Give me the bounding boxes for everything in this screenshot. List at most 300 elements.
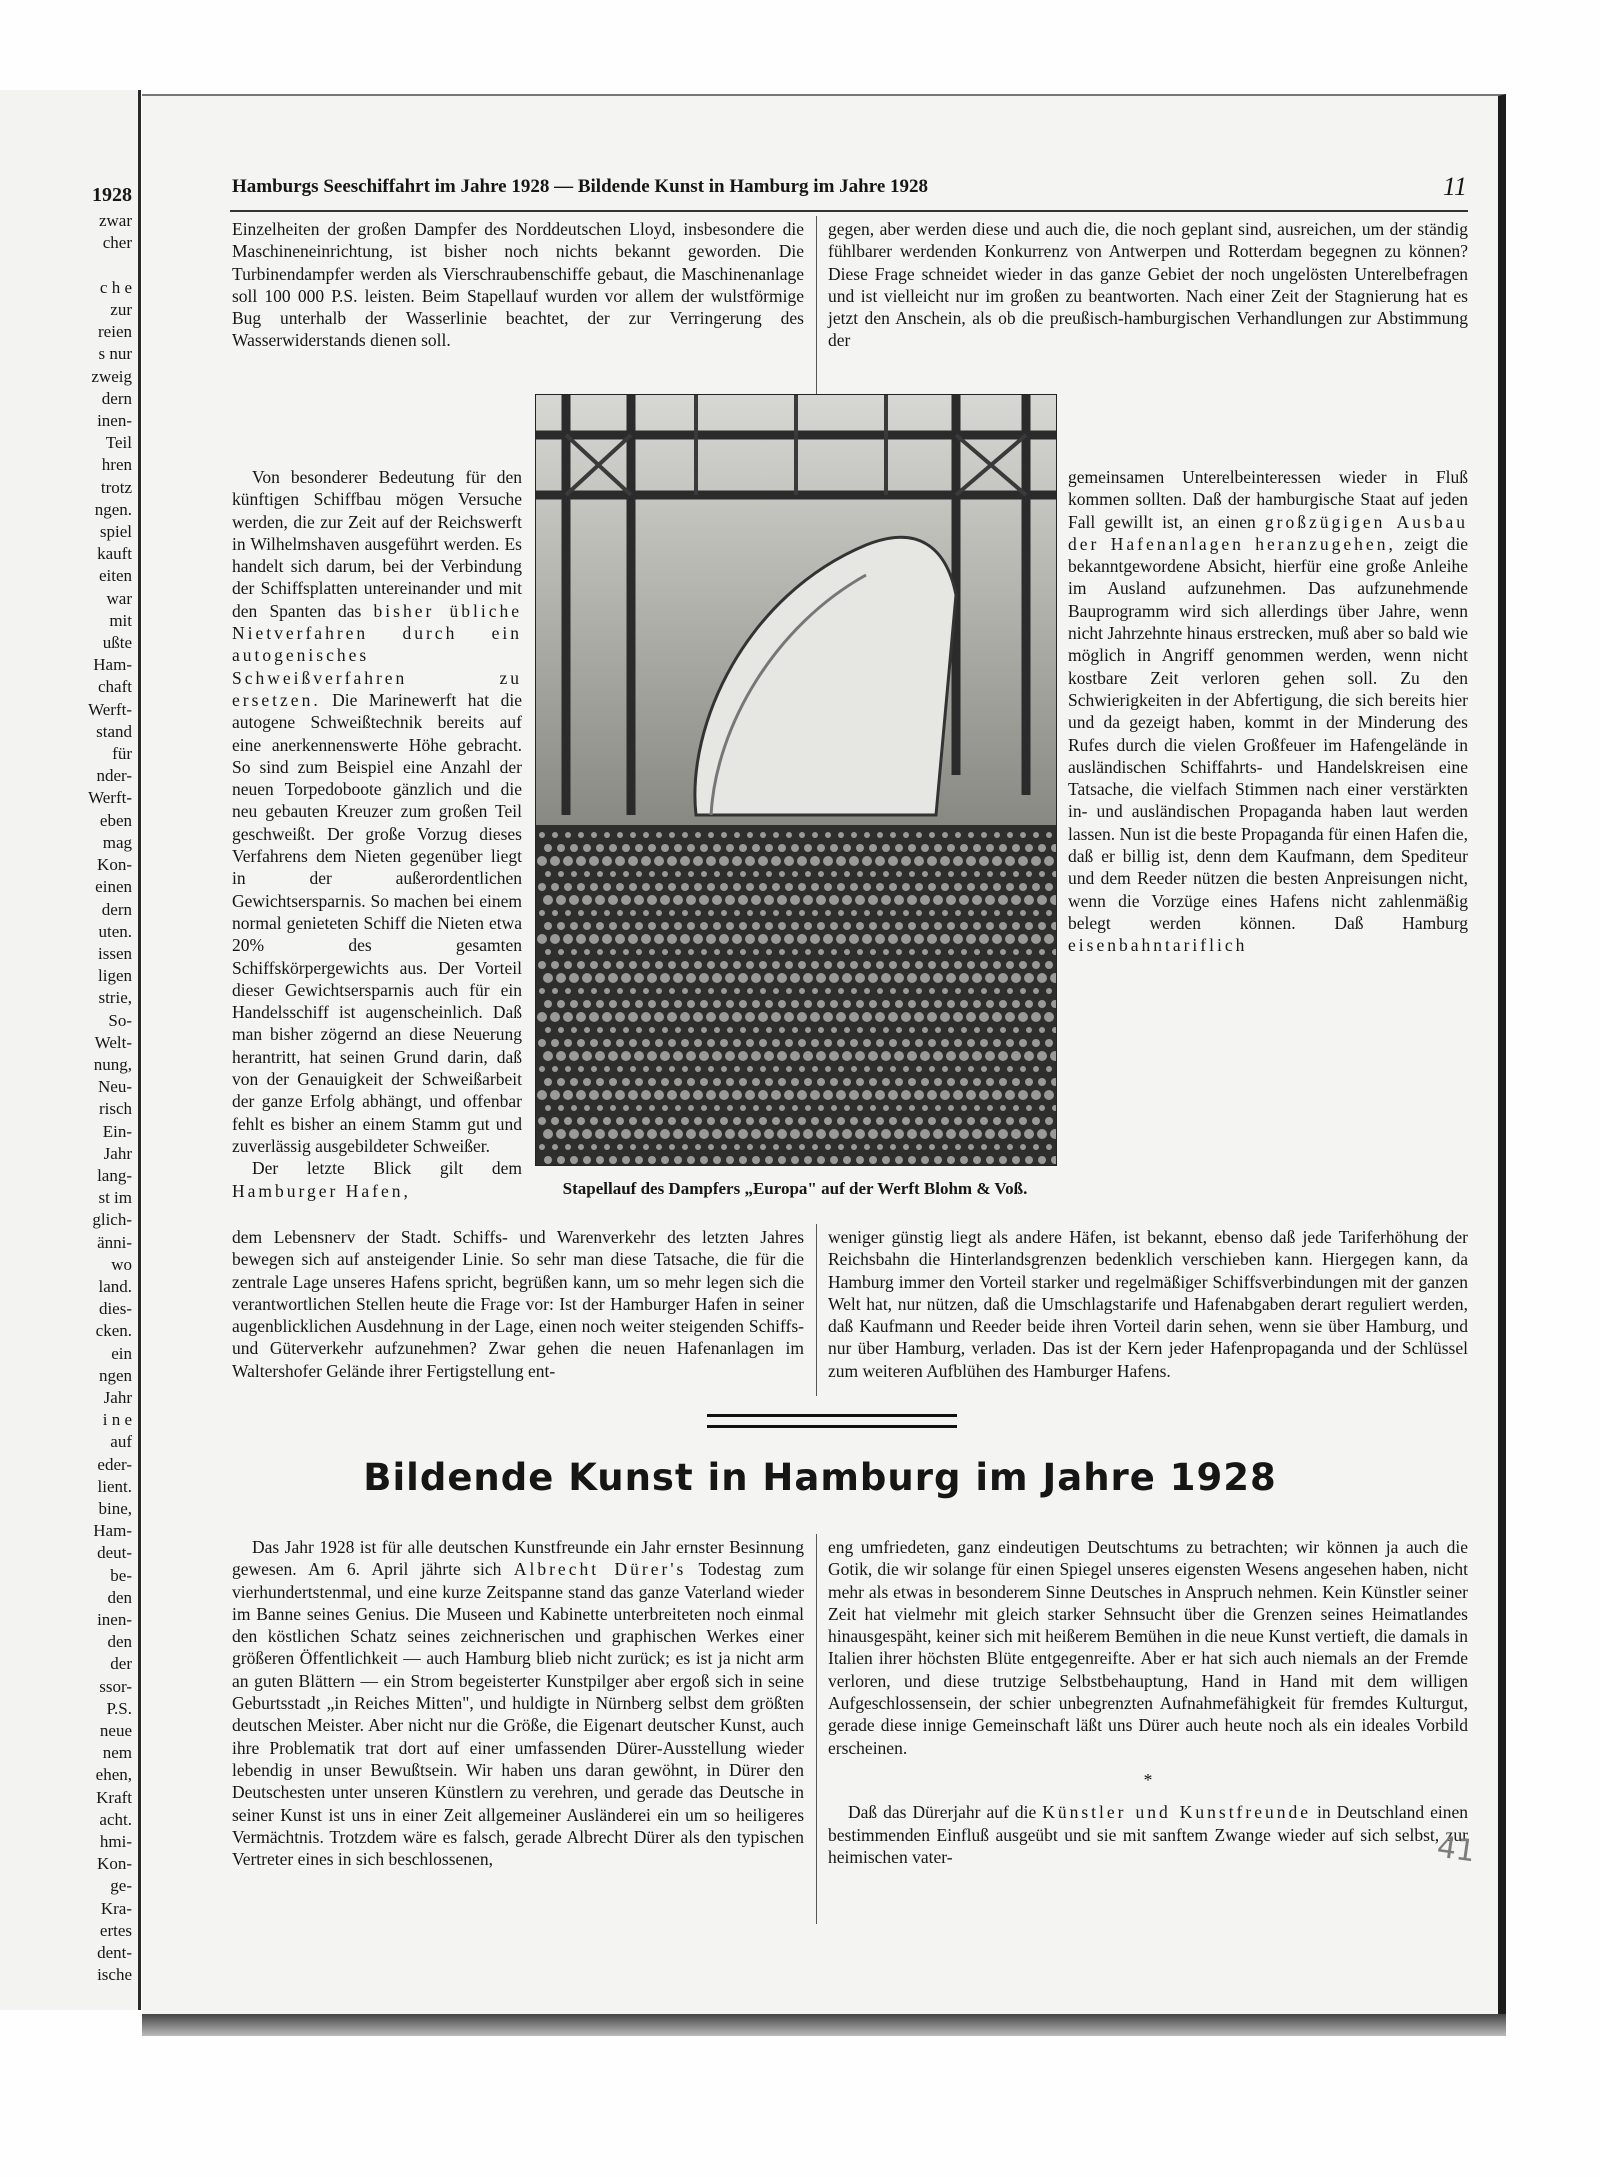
crowd-dot <box>708 988 714 994</box>
crowd-dot <box>635 1156 643 1164</box>
previous-page-line: hren <box>101 455 132 475</box>
crowd-dot <box>967 1039 975 1047</box>
crowd-dot <box>556 973 566 983</box>
page-edge-shadow <box>142 2014 1506 2036</box>
crowd-dot <box>968 1144 974 1150</box>
previous-page-line: mit <box>109 610 132 630</box>
crowd-dot <box>595 1051 605 1061</box>
crowd-dot <box>823 934 833 944</box>
crowd-dot <box>706 934 716 944</box>
crowd-dot <box>552 1144 558 1150</box>
crowd-dot <box>817 1078 825 1086</box>
crowd-dot <box>942 832 948 838</box>
crowd-dot <box>825 1066 831 1072</box>
emphasis-hamburger-hafen: Hamburger Hafen, <box>232 1180 411 1201</box>
crowd-dot <box>773 910 779 916</box>
crowd-dot <box>972 1129 982 1139</box>
crowd-dot <box>602 1090 612 1100</box>
crowd-dot <box>838 1144 844 1150</box>
crowd-dot <box>914 1090 924 1100</box>
crowd-dot <box>799 1144 805 1150</box>
crowd-dot <box>959 973 969 983</box>
crowd-dot <box>805 949 811 955</box>
crowd-dot <box>908 1000 916 1008</box>
previous-page-line: Neu- <box>98 1077 132 1097</box>
crowd-dot <box>558 949 564 955</box>
article2-right-column: eng umfriedeten, ganz eindeutigen Deutschtums zu betrachten; wir können ja auch die Gotik, die wir solange für einen Spiegel unseres eigensten Wesens angesehen haben, nicht mehr als etwas in besonderem Sinne Deutsches in Anspruch nehmen. Kein Künstler seiner Zeit hat vielmehr mit gleich starker Sehnsucht über die Grenzen seines Heimatlandes hinausgespäht, keiner sich mit heißerem Bemühen in die neue Kunst vertieft, die damals in Italien ihrer höchsten Blüte entgegenreifte. Aber er hat sich auch niemals an der Fremde verloren, und diese trutzige Selbstbehauptung, Hand in Hand mit dem willigen Aufgeschlossensein, der schier unbegrenzten Aufnahmefähigkeit für fremdes Kulturgut, gerade diese innige Gemeinschaft läßt uns Dürer auch heute noch als ein ideales Vorbild erscheinen. * Daß das Dürerjahr auf die Künstler und Kunstfreunde in Deutschland einen bestimmenden Einfluß ausgeübt und sie mit sanftem Zwange wieder auf sich selbst, zur heimischen vater- <box>828 1537 1468 1867</box>
crowd-dot <box>623 871 629 877</box>
crowd-dot <box>669 1066 675 1072</box>
previous-page-line: acht. <box>99 1809 132 1829</box>
crowd-dot <box>545 871 551 877</box>
crowd-dot <box>888 856 898 866</box>
previous-page-line: deut- <box>97 1543 132 1563</box>
crowd-dot <box>773 1066 779 1072</box>
crowd-dot <box>603 1039 611 1047</box>
crowd-dot <box>799 988 805 994</box>
crowd-dot <box>870 1105 876 1111</box>
previous-page-line: den <box>107 1632 132 1652</box>
crowd-dot <box>960 844 968 852</box>
crowd-dot <box>1046 910 1052 916</box>
crowd-dot <box>544 844 552 852</box>
crowd-dot <box>915 1039 923 1047</box>
crowd-dot <box>973 844 981 852</box>
crowd-dot <box>791 1000 799 1008</box>
crowd-dot <box>790 1051 800 1061</box>
crowd-dot <box>589 1012 599 1022</box>
crowd-dot <box>577 883 585 891</box>
crowd-dot <box>551 1039 559 1047</box>
previous-page-line: i n e <box>102 1410 132 1430</box>
crowd-dot <box>850 883 858 891</box>
crowd-dot <box>681 961 689 969</box>
crowd-dot <box>734 1144 740 1150</box>
crowd-dot <box>772 883 780 891</box>
crowd-dot <box>955 910 961 916</box>
crowd-dot <box>805 1027 811 1033</box>
crowd-dot <box>987 871 993 877</box>
crowd-dot <box>726 1156 734 1164</box>
crowd-dot <box>981 1066 987 1072</box>
crowd-dot <box>812 910 818 916</box>
crowd-dot <box>725 973 735 983</box>
crowd-dot <box>1013 949 1019 955</box>
crowd-dot <box>557 1000 565 1008</box>
crowd-dot <box>851 1066 857 1072</box>
crowd-dot <box>552 988 558 994</box>
crowd-dot <box>836 856 846 866</box>
crowd-dot <box>565 988 571 994</box>
crowd-dot <box>758 1012 768 1022</box>
crowd-dot <box>713 1078 721 1086</box>
crowd-dot <box>1039 1105 1045 1111</box>
crowd-dot <box>916 1066 922 1072</box>
crowd-dot <box>752 922 760 930</box>
crowd-dot <box>973 1000 981 1008</box>
crowd-dot <box>843 922 851 930</box>
crowd-dot <box>1005 856 1015 866</box>
crowd-dot <box>734 988 740 994</box>
crowd-dot <box>635 1078 643 1086</box>
crowd-dot <box>544 1078 552 1086</box>
crowd-dot <box>896 871 902 877</box>
crowd-dot <box>732 856 742 866</box>
crowd-dot <box>621 1129 631 1139</box>
crowd-dot <box>792 1105 798 1111</box>
crowd-dot <box>877 910 883 916</box>
crowd-dot <box>981 832 987 838</box>
crowd-dot <box>565 910 571 916</box>
emphasis-eisenbahntariflich: eisenbahntariflich <box>1068 935 1248 956</box>
crowd-dot <box>985 973 995 983</box>
crowd-dot <box>824 1117 832 1125</box>
crowd-dot <box>661 1156 669 1164</box>
crowd-dot <box>552 910 558 916</box>
crowd-dot <box>681 1039 689 1047</box>
crowd-dot <box>980 883 988 891</box>
crowd-dot <box>992 1012 1002 1022</box>
crowd-dot <box>785 883 793 891</box>
crowd-dot <box>903 1144 909 1150</box>
crowd-dot <box>543 1051 553 1061</box>
crowd-dot <box>850 1117 858 1125</box>
crowd-dot <box>628 934 638 944</box>
crowd-dot <box>660 1051 670 1061</box>
crowd-dot <box>628 856 638 866</box>
crowd-dot <box>773 832 779 838</box>
crowd-dot <box>654 856 664 866</box>
emphasis-albrecht-duerer: Albrecht Dürer's <box>513 1559 687 1580</box>
crowd-dot <box>673 1051 683 1061</box>
crowd-dot <box>720 1117 728 1125</box>
crowd-dot <box>1025 922 1033 930</box>
crowd-dot <box>739 1078 747 1086</box>
crowd-dot <box>947 1000 955 1008</box>
crowd-dot <box>1007 910 1013 916</box>
crowd-dot <box>714 949 720 955</box>
crowd-dot <box>1044 1090 1054 1100</box>
crowd-dot <box>539 1144 545 1150</box>
crowd-dot <box>609 1000 617 1008</box>
crowd-dot <box>569 973 579 983</box>
crowd-dot <box>634 1051 644 1061</box>
crowd-dot <box>674 1078 682 1086</box>
crowd-dot <box>999 922 1007 930</box>
crowd-dot <box>855 1129 865 1139</box>
crowd-dot <box>903 832 909 838</box>
crowd-dot <box>571 871 577 877</box>
crowd-dot <box>908 922 916 930</box>
crowd-dot <box>903 988 909 994</box>
crowd-dot <box>642 1117 650 1125</box>
crowd-dot <box>863 1117 871 1125</box>
previous-page-strip <box>0 90 141 2010</box>
previous-page-line: ertes <box>99 1920 132 1940</box>
crowd-dot <box>940 1090 950 1100</box>
crowd-dot <box>818 871 824 877</box>
crowd-dot <box>583 1156 591 1164</box>
crowd-dot <box>882 1156 890 1164</box>
crowd-dot <box>634 1129 644 1139</box>
crowd-dot <box>661 1078 669 1086</box>
crowd-dot <box>720 1039 728 1047</box>
crowd-dot <box>688 871 694 877</box>
crowd-dot <box>1045 1117 1053 1125</box>
crowd-dot <box>617 988 623 994</box>
crowd-dot <box>714 1105 720 1111</box>
emphasis-kuenstler: Künstler und Kunstfreunde <box>1042 1802 1312 1823</box>
crowd-dot <box>753 1105 759 1111</box>
crowd-dot <box>798 1039 806 1047</box>
crowd-dot <box>1032 961 1040 969</box>
crowd-dot <box>602 1012 612 1022</box>
crowd-dot <box>842 895 852 905</box>
crowd-dot <box>895 844 903 852</box>
crowd-dot <box>894 1129 904 1139</box>
crowd-dot <box>764 895 774 905</box>
crowd-dot <box>752 844 760 852</box>
crowd-dot <box>792 1027 798 1033</box>
crowd-dot <box>610 1027 616 1033</box>
crowd-dot <box>838 832 844 838</box>
crowd-dot <box>908 844 916 852</box>
crowd-dot <box>843 1156 851 1164</box>
crowd-dot <box>693 934 703 944</box>
crowd-dot <box>707 961 715 969</box>
crowd-dot <box>869 1078 877 1086</box>
previous-page-line: strie, <box>98 988 132 1008</box>
crowd-dot <box>630 1144 636 1150</box>
crowd-dot <box>857 949 863 955</box>
crowd-dot <box>675 871 681 877</box>
crowd-dot <box>583 844 591 852</box>
crowd-dot <box>571 1105 577 1111</box>
crowd-dot <box>564 961 572 969</box>
crowd-dot <box>810 856 820 866</box>
crowd-dot <box>680 856 690 866</box>
crowd-dot <box>993 1117 1001 1125</box>
crowd-dot <box>889 1039 897 1047</box>
crowd-dot <box>550 1012 560 1022</box>
crowd-dot <box>604 1066 610 1072</box>
crowd-dot <box>883 1105 889 1111</box>
column-divider <box>816 1534 817 1924</box>
crowd-dot <box>786 1066 792 1072</box>
crowd-dot <box>909 1105 915 1111</box>
crowd-dot <box>610 1105 616 1111</box>
crowd-dot <box>589 856 599 866</box>
crowd-dot <box>1000 1105 1006 1111</box>
crowd-dot <box>699 1051 709 1061</box>
crowd-dot <box>862 934 872 944</box>
crowd-dot <box>968 832 974 838</box>
crowd-dot <box>752 1078 760 1086</box>
crowd-dot <box>577 961 585 969</box>
crowd-dot <box>961 1105 967 1111</box>
crowd-dot <box>1038 844 1046 852</box>
crowd-dot <box>539 832 545 838</box>
crowd-dot <box>921 844 929 852</box>
crowd-dot <box>1011 1129 1021 1139</box>
previous-page-line: stand <box>96 721 132 741</box>
crowd-dot <box>947 1078 955 1086</box>
crowd-dot <box>682 1144 688 1150</box>
crowd-dot <box>695 910 701 916</box>
crowd-dot <box>740 1105 746 1111</box>
previous-page-line: inen- <box>97 411 132 431</box>
crowd-dot <box>798 1117 806 1125</box>
crowd-dot <box>668 1039 676 1047</box>
crowd-dot <box>707 1117 715 1125</box>
crowd-dot <box>791 844 799 852</box>
crowd-dot <box>713 1000 721 1008</box>
crowd-dot <box>738 1051 748 1061</box>
crowd-dot <box>790 895 800 905</box>
crowd-dot <box>868 1051 878 1061</box>
crowd-dot <box>643 1066 649 1072</box>
crowd-dot <box>719 856 729 866</box>
crowd-dot <box>868 895 878 905</box>
crowd-dot <box>701 871 707 877</box>
crowd-dot <box>538 1039 546 1047</box>
crowd-dot <box>804 1156 812 1164</box>
crowd-dot <box>786 910 792 916</box>
previous-page-line: s nur <box>98 344 132 364</box>
crowd-dot <box>935 949 941 955</box>
crowd-dot <box>993 961 1001 969</box>
crowd-dot <box>537 1090 547 1100</box>
crowd-dot <box>738 1129 748 1139</box>
crowd-dot <box>941 1117 949 1125</box>
crowd-dot <box>537 856 547 866</box>
article1-top-right: gegen, aber werden diese und auch die, die noch geplant sind, ausreichen, um der ständig fühlbarer werdenden Konkurrenz von Antwerpen und Rotterdam begegnen zu können? Diese Frage schneidet wieder in das ganze Gebiet der noch ungelösten Unterelbefragen und ist vielleicht nur im großen zu beantworten. Nach einer Zeit der Stagnierung hat es jetzt den Anschein, als ob die preußisch-hamburgischen Verhandlungen zur Abstimmung der <box>828 219 1468 351</box>
crowd-dot <box>591 910 597 916</box>
crowd-dot <box>916 988 922 994</box>
crowd-dot <box>647 895 657 905</box>
crowd-dot <box>928 1117 936 1125</box>
crowd-dot <box>875 856 885 866</box>
crowd-dot <box>656 832 662 838</box>
crowd-dot <box>1007 988 1013 994</box>
crowd-dot <box>772 1039 780 1047</box>
crowd-dot <box>538 883 546 891</box>
crowd-dot <box>740 949 746 955</box>
article1-right-column: gemeinsamen Unterelbeinteressen wieder in Fluß kommen sollten. Daß der hamburgische Staat auf jeden Fall gewillt ist, an einen großzügigen Ausbau der Hafenanlagen heranzugehen, zeigt die bekanntgewordene Absicht, hierfür eine große Anleihe im Ausland aufzunehmen. Das aufzunehmende Bauprogramm wird sich allerdings über Jahre, wenn nicht Jahrzehnte hinaus erstrecken, muß aber so bald wie möglich in Angriff genommen werden, wenn nicht kostbare Zeit verloren gehen soll. Zu den Schwierigkeiten in der Abfertigung, die sich bereits hier und da gezeigt haben, kommt in der Minderung des Rufes durch die vielen Großfeuer im Hafengelände in ausländischen Schiffahrts- und Handelskreisen eine Tatsache, die vielfach Stimmen nach einer verstärkten in- und ausländischen Propaganda haben laut werden lassen. Nun ist die beste Propaganda für einen Hafen die, daß er billig ist, denn dem Kaufmann, dem Spediteur und dem Reeder nützen die besten Anpreisungen nicht, wenn die Vorzüge eines Hafens nicht zahlenmäßig belegt werden können. Daß Hamburg eisenbahntariflich <box>1068 467 1469 956</box>
crowd-dot <box>881 895 891 905</box>
crowd-dot <box>758 856 768 866</box>
crowd-dot <box>889 883 897 891</box>
crowd-dot <box>616 961 624 969</box>
crowd-dot <box>576 934 586 944</box>
crowd-dot <box>699 973 709 983</box>
crowd-dot <box>1024 895 1034 905</box>
crowd-dot <box>877 988 883 994</box>
crowd-dot <box>759 961 767 969</box>
crowd-dot <box>812 988 818 994</box>
previous-page-line: chaft <box>98 677 132 697</box>
crowd-dot <box>745 934 755 944</box>
crowd-dot <box>946 973 956 983</box>
crowd-dot <box>862 1012 872 1022</box>
previous-page-line: uten. <box>98 921 132 941</box>
crowd-dot <box>876 1117 884 1125</box>
crowd-dot <box>972 1051 982 1061</box>
crowd-dot <box>608 1051 618 1061</box>
crowd-dot <box>824 883 832 891</box>
crowd-dot <box>895 922 903 930</box>
previous-page-line: spiel <box>99 522 132 542</box>
crowd-dot <box>700 1078 708 1086</box>
crowd-dot <box>1007 1066 1013 1072</box>
crowd-dot <box>825 988 831 994</box>
crowd-dot <box>649 949 655 955</box>
crowd-dot <box>993 883 1001 891</box>
crowd-dot <box>732 1012 742 1022</box>
crowd-dot <box>557 1156 565 1164</box>
crowd-dot <box>746 1039 754 1047</box>
crowd-dot <box>712 895 722 905</box>
crowd-dot <box>563 856 573 866</box>
crowd-dot <box>922 1105 928 1111</box>
crowd-dot <box>849 856 859 866</box>
crowd-dot <box>597 871 603 877</box>
crowd-dot <box>1019 1117 1027 1125</box>
crowd-dot <box>940 934 950 944</box>
crowd-dot <box>563 934 573 944</box>
crowd-dot <box>604 910 610 916</box>
crowd-dot <box>654 1012 664 1022</box>
crowd-dot <box>687 922 695 930</box>
crowd-dot <box>1044 856 1054 866</box>
article2-title: Bildende Kunst in Hamburg im Jahre 1928 <box>363 1456 1277 1499</box>
crowd-dot <box>967 961 975 969</box>
crowd-dot <box>844 1105 850 1111</box>
crowd-dot <box>1038 1078 1046 1086</box>
crowd-dot <box>570 1156 578 1164</box>
previous-page-line: risch <box>98 1099 132 1119</box>
crowd-dot <box>550 1090 560 1100</box>
crowd-dot <box>946 895 956 905</box>
crowd-dot <box>811 1039 819 1047</box>
crowd-dot <box>583 1078 591 1086</box>
crowd-dot <box>986 844 994 852</box>
crowd-dot <box>798 961 806 969</box>
crowd-dot <box>538 1117 546 1125</box>
crowd-dot <box>733 961 741 969</box>
crowd-dot <box>1045 1039 1053 1047</box>
previous-page-line: ligen <box>98 966 132 986</box>
crowd-dot <box>837 1117 845 1125</box>
previous-page-line: wo <box>111 1254 132 1274</box>
crowd-dot <box>609 922 617 930</box>
crowd-dot <box>681 1117 689 1125</box>
crowd-dot <box>751 1051 761 1061</box>
crowd-dot <box>772 1117 780 1125</box>
crowd-dot <box>699 1129 709 1139</box>
crowd-dot <box>1044 1012 1054 1022</box>
crowd-dot <box>838 910 844 916</box>
crowd-dot <box>803 895 813 905</box>
crowd-dot <box>634 895 644 905</box>
crowd-dot <box>759 1117 767 1125</box>
crowd-dot <box>674 922 682 930</box>
crowd-dot <box>622 1078 630 1086</box>
crowd-dot <box>539 988 545 994</box>
crowd-dot <box>812 1066 818 1072</box>
crowd-dot <box>933 895 943 905</box>
crowd-dot <box>812 1144 818 1150</box>
